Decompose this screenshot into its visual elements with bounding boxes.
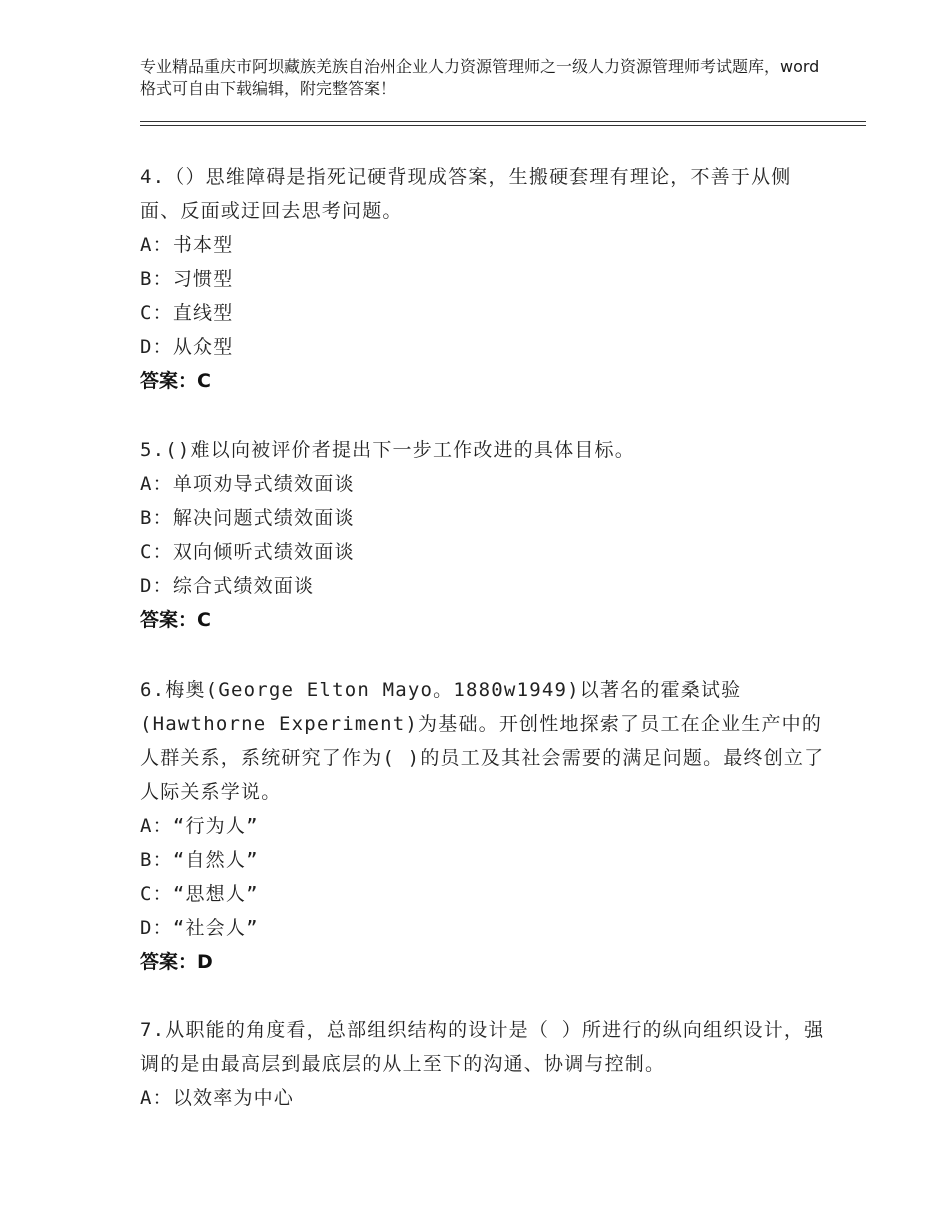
option-c: C：直线型 <box>140 302 234 324</box>
document-header: 专业精品重庆市阿坝藏族羌族自治州企业人力资源管理师之一级人力资源管理师考试题库，word格式可自由下载编辑，附完整答案！ <box>140 57 820 98</box>
option-a: A：书本型 <box>140 234 234 256</box>
question-stem: 5.()难以向被评价者提出下一步工作改进的具体目标。 <box>140 439 635 461</box>
question-5 <box>140 433 830 637</box>
option-a: A：“行为人” <box>140 815 259 837</box>
option-d: D：“社会人” <box>140 917 259 939</box>
option-b: B：解决问题式绩效面谈 <box>140 507 355 529</box>
question-4 <box>140 160 830 398</box>
option-a: A：以效率为中心 <box>140 1087 295 1109</box>
option-b: B：“自然人” <box>140 849 259 871</box>
question-stem: 6.梅奥(George Elton Mayo。1880w1949)以著名的霍桑试验(Hawthorne Experiment)为基础。开创性地探索了员工在企业生产中的人群关系，系统研究了作为( )的员工及其社会需要的满足问题。最终创立了人际关系学说。 <box>140 679 825 803</box>
answer-line: 答案：C <box>140 370 211 392</box>
answer-line: 答案：C <box>140 609 211 631</box>
option-d: D：从众型 <box>140 336 234 358</box>
option-b: B：习惯型 <box>140 268 234 290</box>
question-stem: 7.从职能的角度看，总部组织结构的设计是（ ）所进行的纵向组织设计，强调的是由最高层到最底层的从上至下的沟通、协调与控制。 <box>140 1019 825 1075</box>
option-c: C：“思想人” <box>140 883 259 905</box>
option-a: A：单项劝导式绩效面谈 <box>140 473 355 495</box>
question-stem: 4.（）思维障碍是指死记硬背现成答案，生搬硬套理有理论，不善于从侧面、反面或迂回去思考问题。 <box>140 166 792 222</box>
question-6 <box>140 673 830 979</box>
option-d: D：综合式绩效面谈 <box>140 575 315 597</box>
answer-line: 答案：D <box>140 951 213 973</box>
header-divider <box>140 121 866 122</box>
question-7 <box>140 1013 830 1115</box>
option-c: C：双向倾听式绩效面谈 <box>140 541 355 563</box>
header-divider-double <box>140 125 866 126</box>
